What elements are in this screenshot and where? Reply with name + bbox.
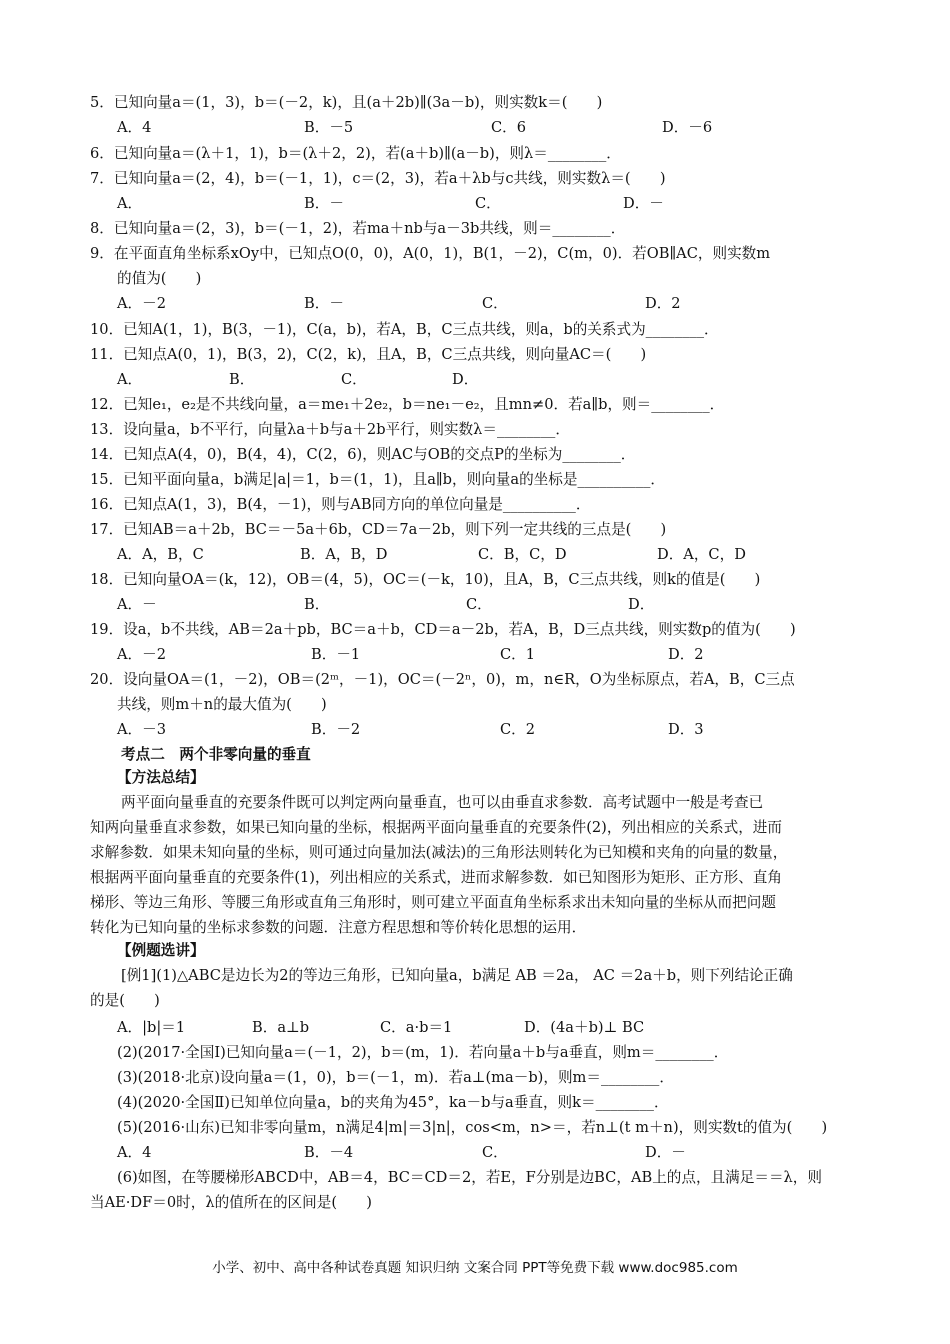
option-b: B．－5 (304, 119, 354, 136)
option-b: B． (304, 596, 330, 613)
sub-question-5: (5)(2016·山东)已知非零向量m，n满足4|m|＝3|n|，cos<m，n>＝，若n⊥(t m＋n)，则实数t的值为( ) (117, 1119, 828, 1136)
problem-14: 14．已知点A(4，0)，B(4，4)，C(2，6)，则AC与OB的交点P的坐标为________． (90, 446, 636, 463)
option-c: C．B，C，D (478, 546, 567, 563)
problem-6: 6．已知向量a＝(λ＋1，1)，b＝(λ＋2，2)，若(a＋b)∥(a－b)，则λ＝________． (90, 145, 621, 162)
problem-8: 8．已知向量a＝(2，3)，b＝(－1，2)，若ma＋nb与a－3b共线，则＝________． (90, 220, 626, 237)
option-c: C．6 (491, 119, 527, 136)
option-d: D．2 (668, 646, 704, 663)
sub-question-4: (4)(2020·全国Ⅱ)已知单位向量a，b的夹角为45°，ka－b与a垂直，则k＝________． (117, 1094, 669, 1111)
option-d: D．－6 (662, 119, 713, 136)
option-c: C．2 (500, 721, 536, 738)
problem-16: 16．已知点A(1，3)，B(4，－1)，则与AB同方向的单位向量是__________． (90, 496, 591, 513)
option-d: D．－ (645, 1144, 686, 1161)
option-d: D．A，C，D (657, 546, 746, 563)
problem-12: 12．已知e₁，e₂是不共线向量，a＝me₁＋2e₂，b＝ne₁－e₂，且mn≠0．若a∥b，则＝________． (90, 396, 725, 413)
option-c: C． (475, 195, 501, 212)
problem-9-cont: 的值为( ) (117, 270, 202, 287)
option-c: C． (466, 596, 492, 613)
example-1-line: [例1](1)△ABC是边长为2的等边三角形，已知向量a，b满足 AB ＝2a， AC ＝2a＋b，则下列结论正确 (121, 967, 793, 984)
sub-question-6: (6)如图，在等腰梯形ABCD中，AB＝4，BC＝CD＝2，若E，F分别是边BC，AB上的点，且满足＝＝λ，则 (117, 1169, 822, 1186)
option-b: B．－1 (311, 646, 361, 663)
option-b: B．a⊥b (252, 1019, 310, 1036)
option-a: A．－ (117, 596, 157, 613)
problem-19: 19．设a，b不共线，AB＝2a＋pb，BC＝a＋b，CD＝a－2b，若A，B，D三点共线，则实数p的值为( ) (90, 621, 796, 638)
problem-18: 18．已知向量OA＝(k，12)，OB＝(4，5)，OC＝(－k，10)，且A，B，C三点共线，则k的值是( ) (90, 571, 761, 588)
option-d: D． (628, 596, 655, 613)
problem-7: 7．已知向量a＝(2，4)，b＝(－1，1)，c＝(2，3)，若a＋λb与c共线，则实数λ＝( ) (90, 170, 666, 187)
option-c: C． (482, 295, 508, 312)
option-a: A． (117, 371, 143, 388)
problem-20-cont: 共线，则m＋n的最大值为( ) (117, 696, 327, 713)
option-a: A．|b|＝1 (117, 1019, 186, 1036)
option-d: D．3 (668, 721, 704, 738)
section-title: 考点二 两个非零向量的垂直 (121, 746, 311, 763)
option-a: A．4 (117, 1144, 152, 1161)
method-line: 求解参数．如果未知向量的坐标，则可通过向量加法(减法)的三角形法则转化为已知模和夹角的向量的数量， (90, 844, 788, 861)
option-c: C． (482, 1144, 508, 1161)
option-d: D． (452, 371, 479, 388)
option-a: A．－2 (117, 295, 167, 312)
problem-11: 11．已知点A(0，1)，B(3，2)，C(2，k)，且A，B，C三点共线，则向量AC＝( ) (90, 346, 647, 363)
problem-20: 20．设向量OA＝(1，－2)，OB＝(2ᵐ，－1)，OC＝(－2ⁿ，0)，m，n∈R，O为坐标原点，若A，B，C三点 (90, 671, 795, 688)
problem-17: 17．已知AB＝a＋2b，BC＝－5a＋6b，CD＝7a－2b，则下列一定共线的三点是( ) (90, 521, 667, 538)
option-d: D．－ (623, 195, 664, 212)
option-a: A．4 (117, 119, 152, 136)
option-b: B．－4 (304, 1144, 354, 1161)
sub-question-6-cont: 当AE·DF＝0时，λ的值所在的区间是( ) (90, 1194, 372, 1211)
problem-5: 5．已知向量a＝(1，3)，b＝(－2，k)，且(a＋2b)∥(3a－b)，则实数k＝( ) (90, 94, 603, 111)
method-line: 知两向量垂直求参数，如果已知向量的坐标，根据两平面向量垂直的充要条件(2)，列出相应的关系式，进而 (90, 819, 782, 836)
option-b: B．－2 (311, 721, 361, 738)
option-d: D．(4a＋b)⊥ BC (524, 1019, 645, 1036)
option-a: A．A，B，C (117, 546, 204, 563)
footer-banner: 小学、初中、高中各种试卷真题 知识归纳 文案合同 PPT等免费下载 www.doc985.com (212, 1260, 738, 1276)
sub-question-3: (3)(2018·北京)设向量a＝(1，0)，b＝(－1，m)．若a⊥(ma－b)，则m＝________． (117, 1069, 674, 1086)
example-heading: 【例题选讲】 (117, 942, 205, 959)
option-c: C． (341, 371, 367, 388)
option-d: D．2 (645, 295, 681, 312)
sub-question-2: (2)(2017·全国Ⅰ)已知向量a＝(－1，2)，b＝(m，1)．若向量a＋b与a垂直，则m＝________． (117, 1044, 729, 1061)
option-c: C．a·b＝1 (380, 1019, 453, 1036)
option-a: A．－3 (117, 721, 167, 738)
option-c: C．1 (500, 646, 536, 663)
problem-13: 13．设向量a，b不平行，向量λa＋b与a＋2b平行，则实数λ＝________． (90, 421, 570, 438)
option-b: B．A，B，D (300, 546, 388, 563)
problem-15: 15．已知平面向量a，b满足|a|＝1，b＝(1，1)，且a∥b，则向量a的坐标是__________． (90, 471, 666, 488)
option-b: B．－ (304, 195, 344, 212)
method-line: 根据两平面向量垂直的充要条件(1)，列出相应的关系式，进而求解参数．如已知图形为矩形、正方形、直角 (90, 869, 782, 886)
method-line: 转化为已知向量的坐标求参数的问题．注意方程思想和等价转化思想的运用． (90, 919, 587, 936)
option-a: A． (117, 195, 143, 212)
option-b: B． (229, 371, 255, 388)
option-b: B．－ (304, 295, 344, 312)
method-line: 梯形、等边三角形、等腰三角形或直角三角形时，则可建立平面直角坐标系求出未知向量的坐标从而把问题 (90, 894, 776, 911)
option-a: A．－2 (117, 646, 167, 663)
example-1-line: 的是( ) (90, 992, 160, 1009)
method-heading: 【方法总结】 (117, 769, 205, 786)
method-line: 两平面向量垂直的充要条件既可以判定两向量垂直，也可以由垂直求参数．高考试题中一般是考查已 (121, 794, 764, 811)
problem-9: 9．在平面直角坐标系xOy中，已知点O(0，0)，A(0，1)，B(1，－2)，C(m，0)．若OB∥AC，则实数m (90, 245, 771, 262)
problem-10: 10．已知A(1，1)，B(3，－1)，C(a，b)，若A，B，C三点共线，则a，b的关系式为________． (90, 321, 719, 338)
